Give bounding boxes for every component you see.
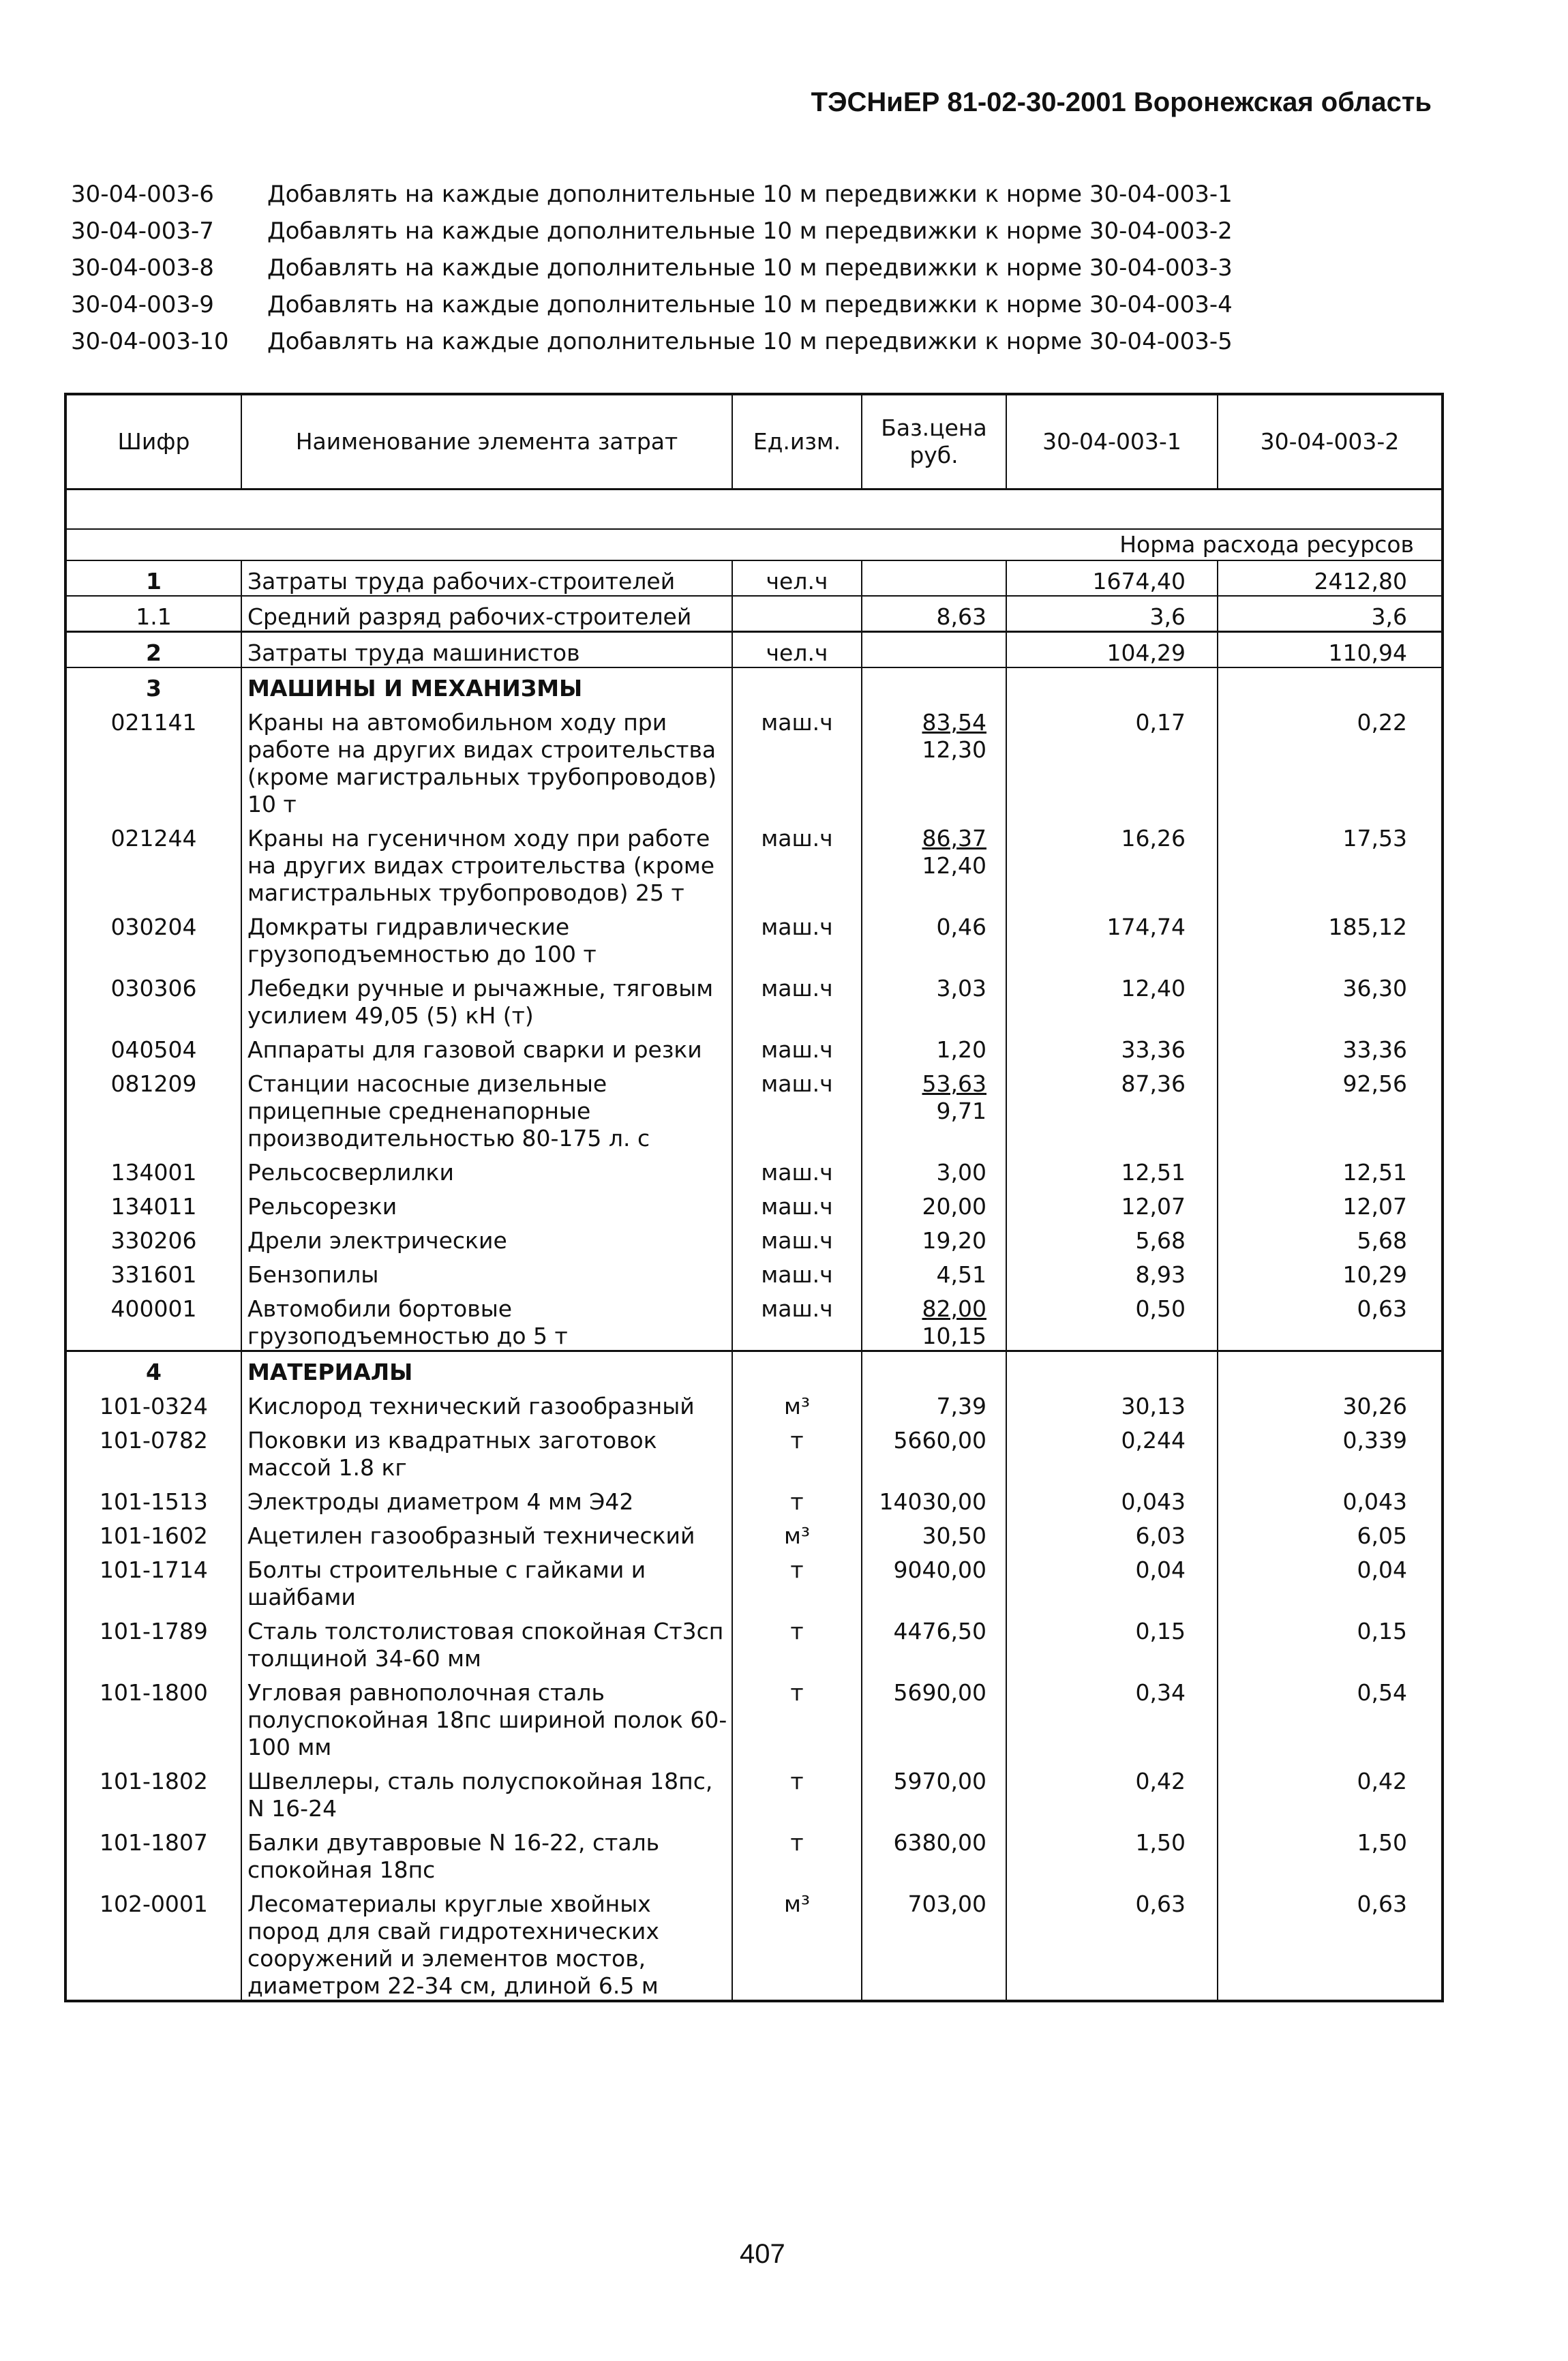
table-row xyxy=(67,667,1441,702)
cell-name: Рельсосверлилки xyxy=(241,1152,732,1186)
cell-name: Лесоматериалы круглые хвойных пород для свай гидротехнических сооружений и элементов мостов, диаметром 22-34 см, длиной 6.5 м xyxy=(241,1884,732,2000)
cell-col2: 110,94 xyxy=(1218,632,1441,668)
cell-price xyxy=(862,1822,1006,1884)
price-value: 9040,00 xyxy=(893,1557,986,1583)
cell-col1: 104,29 xyxy=(1006,632,1218,668)
intro-item xyxy=(71,286,1434,323)
cell-name: Затраты труда рабочих-строителей xyxy=(241,560,732,596)
cell-col1: 12,07 xyxy=(1006,1186,1218,1220)
cell-code: 101-1802 xyxy=(67,1761,241,1822)
table-row xyxy=(67,1186,1441,1220)
price-value: 4,51 xyxy=(936,1261,986,1288)
cell-price xyxy=(862,1516,1006,1550)
table-row xyxy=(67,1289,1441,1351)
table-row xyxy=(67,1254,1441,1289)
cell-unit xyxy=(732,667,862,702)
cell-col1: 0,42 xyxy=(1006,1761,1218,1822)
table-row xyxy=(67,1822,1441,1884)
cell-code: 081209 xyxy=(67,1064,241,1152)
cell-price xyxy=(862,667,1006,702)
cell-name: Рельсорезки xyxy=(241,1186,732,1220)
table-row xyxy=(67,1351,1441,1387)
table-row xyxy=(67,1420,1441,1482)
cell-name: Угловая равнополочная сталь полуспокойная 18пс шириной полок 60-100 мм xyxy=(241,1672,732,1761)
cell-unit xyxy=(732,596,862,632)
cell-name: МАТЕРИАЛЫ xyxy=(241,1351,732,1387)
price-value: 7,39 xyxy=(936,1393,986,1419)
price-value: 703,00 xyxy=(907,1891,986,1917)
cell-col2: 0,63 xyxy=(1357,1891,1407,1917)
price-value: 14030,00 xyxy=(879,1488,986,1515)
cell-name: Краны на гусеничном ходу при работе на других видах строительства (кроме магистральных трубопроводов) 25 т xyxy=(241,818,732,907)
cell-col2 xyxy=(1218,1351,1441,1387)
price-value: 53,63 xyxy=(922,1070,986,1097)
cell-col1: 0,34 xyxy=(1006,1672,1218,1761)
intro-text: Добавлять на каждые дополнительные 10 м передвижки к норме 30-04-003-4 xyxy=(267,291,1233,318)
cell-col1: 33,36 xyxy=(1006,1029,1218,1064)
table-header-row xyxy=(67,395,1441,490)
cell-code: 030204 xyxy=(67,907,241,968)
table-row xyxy=(67,1029,1441,1064)
price-value: 3,00 xyxy=(936,1159,986,1186)
cell-unit: маш.ч xyxy=(732,1152,862,1186)
cell-name: Дрели электрические xyxy=(241,1220,732,1254)
cell-col1 xyxy=(1006,667,1218,702)
cell-price xyxy=(862,1482,1006,1516)
cell-price xyxy=(862,1351,1006,1387)
price-value: 5970,00 xyxy=(893,1768,986,1794)
cell-col2: 30,26 xyxy=(1342,1393,1407,1419)
cell-price xyxy=(862,1220,1006,1254)
intro-code: 30-04-003-8 xyxy=(71,254,214,282)
cell-price xyxy=(862,1420,1006,1482)
intro-code: 30-04-003-10 xyxy=(71,328,229,355)
cell-code: 134011 xyxy=(67,1186,241,1220)
cell-name: Средний разряд рабочих-строителей xyxy=(241,596,732,632)
cell-col2: 10,29 xyxy=(1342,1261,1407,1288)
cell-price xyxy=(862,818,1006,907)
cell-code: 4 xyxy=(67,1351,241,1387)
table-row xyxy=(67,1220,1441,1254)
cell-name: Ацетилен газообразный технический xyxy=(241,1516,732,1550)
cell-col2: 36,30 xyxy=(1342,975,1407,1002)
intro-list xyxy=(71,176,1434,360)
intro-item xyxy=(71,213,1434,250)
cell-code: 101-1789 xyxy=(67,1611,241,1672)
cell-name: Поковки из квадратных заготовок массой 1.8 кг xyxy=(241,1420,732,1482)
cell-code: 400001 xyxy=(67,1289,241,1351)
table-row xyxy=(67,1064,1441,1152)
cell-unit: маш.ч xyxy=(732,1220,862,1254)
cell-name: Домкраты гидравлические грузоподъемностью до 100 т xyxy=(241,907,732,968)
table-row xyxy=(67,1152,1441,1186)
table-row xyxy=(67,560,1441,596)
cell-col2: 92,56 xyxy=(1342,1070,1407,1097)
cell-col2: 0,63 xyxy=(1218,1289,1441,1351)
table-row xyxy=(67,968,1441,1029)
cell-price xyxy=(862,702,1006,818)
cell-code: 030306 xyxy=(67,968,241,1029)
table-row xyxy=(67,1482,1441,1516)
cell-unit: маш.ч xyxy=(732,702,862,818)
table-row xyxy=(67,1884,1441,2000)
cell-code: 101-1513 xyxy=(67,1482,241,1516)
price-value: 4476,50 xyxy=(893,1618,986,1644)
norm-label-row xyxy=(67,529,1441,560)
cell-name: Станции насосные дизельные прицепные средненапорные производительностью 80-175 л. с xyxy=(241,1064,732,1152)
price-salary-value: 9,71 xyxy=(936,1098,986,1124)
cell-col2: 17,53 xyxy=(1342,825,1407,852)
price-salary-value: 10,15 xyxy=(922,1323,986,1349)
table-row xyxy=(67,702,1441,818)
cell-price xyxy=(862,632,1006,668)
resource-table xyxy=(64,393,1444,2002)
cell-col1: 6,03 xyxy=(1006,1516,1218,1550)
header-unit: Ед.изм. xyxy=(732,395,862,490)
cell-name: Сталь толстолистовая спокойная Ст3сп толщиной 34-60 мм xyxy=(241,1611,732,1672)
cell-col2: 0,043 xyxy=(1342,1488,1407,1515)
spacer-row xyxy=(67,490,1441,530)
cell-code: 021244 xyxy=(67,818,241,907)
cell-col2: 0,22 xyxy=(1357,709,1407,736)
cell-code: 101-1602 xyxy=(67,1516,241,1550)
cell-col2: 0,15 xyxy=(1357,1618,1407,1644)
cell-name: Болты строительные с гайками и шайбами xyxy=(241,1550,732,1611)
cell-unit: маш.ч xyxy=(732,818,862,907)
cell-unit: маш.ч xyxy=(732,1289,862,1351)
price-value: 5660,00 xyxy=(893,1427,986,1454)
header-name: Наименование элемента затрат xyxy=(241,395,732,490)
cell-price xyxy=(862,1152,1006,1186)
cell-price xyxy=(862,1884,1006,2000)
cell-col1: 12,51 xyxy=(1006,1152,1218,1186)
cell-code: 101-1807 xyxy=(67,1822,241,1884)
cell-price xyxy=(862,1672,1006,1761)
cell-name: Балки двутавровые N 16-22, сталь спокойная 18пс xyxy=(241,1822,732,1884)
table-row xyxy=(67,1516,1441,1550)
document-header: ТЭСНиЕР 81-02-30-2001 Воронежская область xyxy=(811,87,1432,117)
cell-col2: 2412,80 xyxy=(1218,560,1441,596)
cell-name: Затраты труда машинистов xyxy=(241,632,732,668)
cell-name: Автомобили бортовые грузоподъемностью до 5 т xyxy=(241,1289,732,1351)
cell-code: 2 xyxy=(67,632,241,668)
cell-col1: 87,36 xyxy=(1006,1064,1218,1152)
cell-code: 101-1800 xyxy=(67,1672,241,1761)
price-value: 0,46 xyxy=(936,914,986,940)
price-value: 8,63 xyxy=(936,603,986,630)
price-value: 86,37 xyxy=(922,825,986,852)
cell-unit: м³ xyxy=(732,1516,862,1550)
cell-col1: 3,6 xyxy=(1006,596,1218,632)
cell-col1: 12,40 xyxy=(1006,968,1218,1029)
price-value: 3,03 xyxy=(936,975,986,1002)
cell-col1: 16,26 xyxy=(1006,818,1218,907)
cell-price xyxy=(862,560,1006,596)
cell-code: 101-0324 xyxy=(67,1386,241,1420)
cell-col1: 0,15 xyxy=(1006,1611,1218,1672)
table-body xyxy=(67,490,1441,2000)
cell-col1: 30,13 xyxy=(1006,1386,1218,1420)
cell-unit: маш.ч xyxy=(732,907,862,968)
header-price: Баз.цена руб. xyxy=(862,395,1006,490)
cell-name: Швеллеры, сталь полуспокойная 18пс, N 16-24 xyxy=(241,1761,732,1822)
cell-unit: т xyxy=(732,1420,862,1482)
cell-name: МАШИНЫ И МЕХАНИЗМЫ xyxy=(241,667,732,702)
header-code: Шифр xyxy=(67,395,241,490)
table-row xyxy=(67,632,1441,668)
price-value: 1,20 xyxy=(936,1036,986,1063)
cell-col2: 12,07 xyxy=(1342,1193,1407,1220)
cell-price xyxy=(862,1029,1006,1064)
cell-unit: чел.ч xyxy=(732,560,862,596)
cell-col1: 1,50 xyxy=(1006,1822,1218,1884)
intro-text: Добавлять на каждые дополнительные 10 м передвижки к норме 30-04-003-1 xyxy=(267,181,1233,208)
table-row xyxy=(67,596,1441,632)
intro-code: 30-04-003-6 xyxy=(71,181,214,208)
cell-col1: 5,68 xyxy=(1006,1220,1218,1254)
intro-text: Добавлять на каждые дополнительные 10 м передвижки к норме 30-04-003-2 xyxy=(267,217,1233,245)
intro-code: 30-04-003-9 xyxy=(71,291,214,318)
cell-col2: 12,51 xyxy=(1342,1159,1407,1186)
norm-label: Норма расхода ресурсов xyxy=(1119,531,1414,558)
intro-code: 30-04-003-7 xyxy=(71,217,214,245)
table-row xyxy=(67,1672,1441,1761)
cell-name: Бензопилы xyxy=(241,1254,732,1289)
cell-name: Лебедки ручные и рычажные, тяговым усилием 49,05 (5) кН (т) xyxy=(241,968,732,1029)
cell-col1: 0,043 xyxy=(1006,1482,1218,1516)
cell-code: 101-0782 xyxy=(67,1420,241,1482)
cell-col1: 0,244 xyxy=(1006,1420,1218,1482)
cell-price xyxy=(862,968,1006,1029)
cell-price xyxy=(862,1550,1006,1611)
cell-code: 330206 xyxy=(67,1220,241,1254)
cell-col1: 8,93 xyxy=(1006,1254,1218,1289)
cell-price xyxy=(862,1186,1006,1220)
cell-col2: 0,42 xyxy=(1357,1768,1407,1794)
header-col2: 30-04-003-2 xyxy=(1218,395,1441,490)
cell-col2: 0,54 xyxy=(1357,1679,1407,1706)
intro-item xyxy=(71,250,1434,286)
cell-unit: маш.ч xyxy=(732,1254,862,1289)
table-row xyxy=(67,818,1441,907)
cell-code: 101-1714 xyxy=(67,1550,241,1611)
cell-code: 1 xyxy=(67,560,241,596)
intro-item xyxy=(71,323,1434,360)
intro-item xyxy=(71,176,1434,213)
cell-col1: 174,74 xyxy=(1006,907,1218,968)
cell-col2: 6,05 xyxy=(1357,1522,1407,1549)
cell-code: 040504 xyxy=(67,1029,241,1064)
cell-unit: маш.ч xyxy=(732,968,862,1029)
cell-code: 331601 xyxy=(67,1254,241,1289)
table-row xyxy=(67,1386,1441,1420)
cell-price xyxy=(862,1289,1006,1351)
intro-text: Добавлять на каждые дополнительные 10 м передвижки к норме 30-04-003-5 xyxy=(267,328,1233,355)
cell-unit: маш.ч xyxy=(732,1029,862,1064)
cell-col1 xyxy=(1006,1351,1218,1387)
cell-unit: т xyxy=(732,1550,862,1611)
cell-unit: маш.ч xyxy=(732,1064,862,1152)
table-row xyxy=(67,1611,1441,1672)
price-value: 83,54 xyxy=(922,709,986,736)
cell-unit: м³ xyxy=(732,1884,862,2000)
cell-code: 3 xyxy=(67,667,241,702)
table-row xyxy=(67,907,1441,968)
page-number: 407 xyxy=(740,2239,785,2269)
cell-unit xyxy=(732,1351,862,1387)
cell-col1: 0,63 xyxy=(1006,1884,1218,2000)
cell-col2: 0,04 xyxy=(1357,1557,1407,1583)
price-value: 82,00 xyxy=(922,1295,986,1322)
cell-col2: 33,36 xyxy=(1342,1036,1407,1063)
cell-col1: 0,17 xyxy=(1006,702,1218,818)
cell-price xyxy=(862,1064,1006,1152)
price-value: 5690,00 xyxy=(893,1679,986,1706)
cell-code: 1.1 xyxy=(67,596,241,632)
cell-unit: маш.ч xyxy=(732,1186,862,1220)
cell-col2: 185,12 xyxy=(1328,914,1407,940)
cell-price xyxy=(862,1611,1006,1672)
price-value: 20,00 xyxy=(922,1193,986,1220)
cell-col2: 3,6 xyxy=(1218,596,1441,632)
cell-unit: т xyxy=(732,1761,862,1822)
cell-code: 134001 xyxy=(67,1152,241,1186)
cell-code: 021141 xyxy=(67,702,241,818)
cell-price xyxy=(862,1254,1006,1289)
cell-name: Краны на автомобильном ходу при работе на других видах строительства (кроме магистральных трубопроводов) 10 т xyxy=(241,702,732,818)
cell-col1: 0,50 xyxy=(1006,1289,1218,1351)
intro-text: Добавлять на каждые дополнительные 10 м передвижки к норме 30-04-003-3 xyxy=(267,254,1233,282)
cell-unit: чел.ч xyxy=(732,632,862,668)
cell-col2 xyxy=(1218,667,1441,702)
cell-price xyxy=(862,1386,1006,1420)
cell-price xyxy=(862,596,1006,632)
cell-price xyxy=(862,1761,1006,1822)
cell-unit: т xyxy=(732,1672,862,1761)
cell-unit: т xyxy=(732,1611,862,1672)
table-row xyxy=(67,1550,1441,1611)
header-col1: 30-04-003-1 xyxy=(1006,395,1218,490)
cell-name: Аппараты для газовой сварки и резки xyxy=(241,1029,732,1064)
cell-unit: м³ xyxy=(732,1386,862,1420)
cell-col1: 1674,40 xyxy=(1006,560,1218,596)
cell-name: Электроды диаметром 4 мм Э42 xyxy=(241,1482,732,1516)
cell-col2: 5,68 xyxy=(1357,1227,1407,1254)
price-value: 6380,00 xyxy=(893,1829,986,1856)
price-value: 30,50 xyxy=(922,1522,986,1549)
cell-name: Кислород технический газообразный xyxy=(241,1386,732,1420)
table-row xyxy=(67,1761,1441,1822)
price-salary-value: 12,30 xyxy=(922,736,986,763)
cell-price xyxy=(862,907,1006,968)
cell-col2: 1,50 xyxy=(1357,1829,1407,1856)
price-salary-value: 12,40 xyxy=(922,852,986,879)
cell-col2: 0,339 xyxy=(1342,1427,1407,1454)
cell-col1: 0,04 xyxy=(1006,1550,1218,1611)
cell-unit: т xyxy=(732,1822,862,1884)
cell-unit: т xyxy=(732,1482,862,1516)
price-value: 19,20 xyxy=(922,1227,986,1254)
cell-code: 102-0001 xyxy=(67,1884,241,2000)
